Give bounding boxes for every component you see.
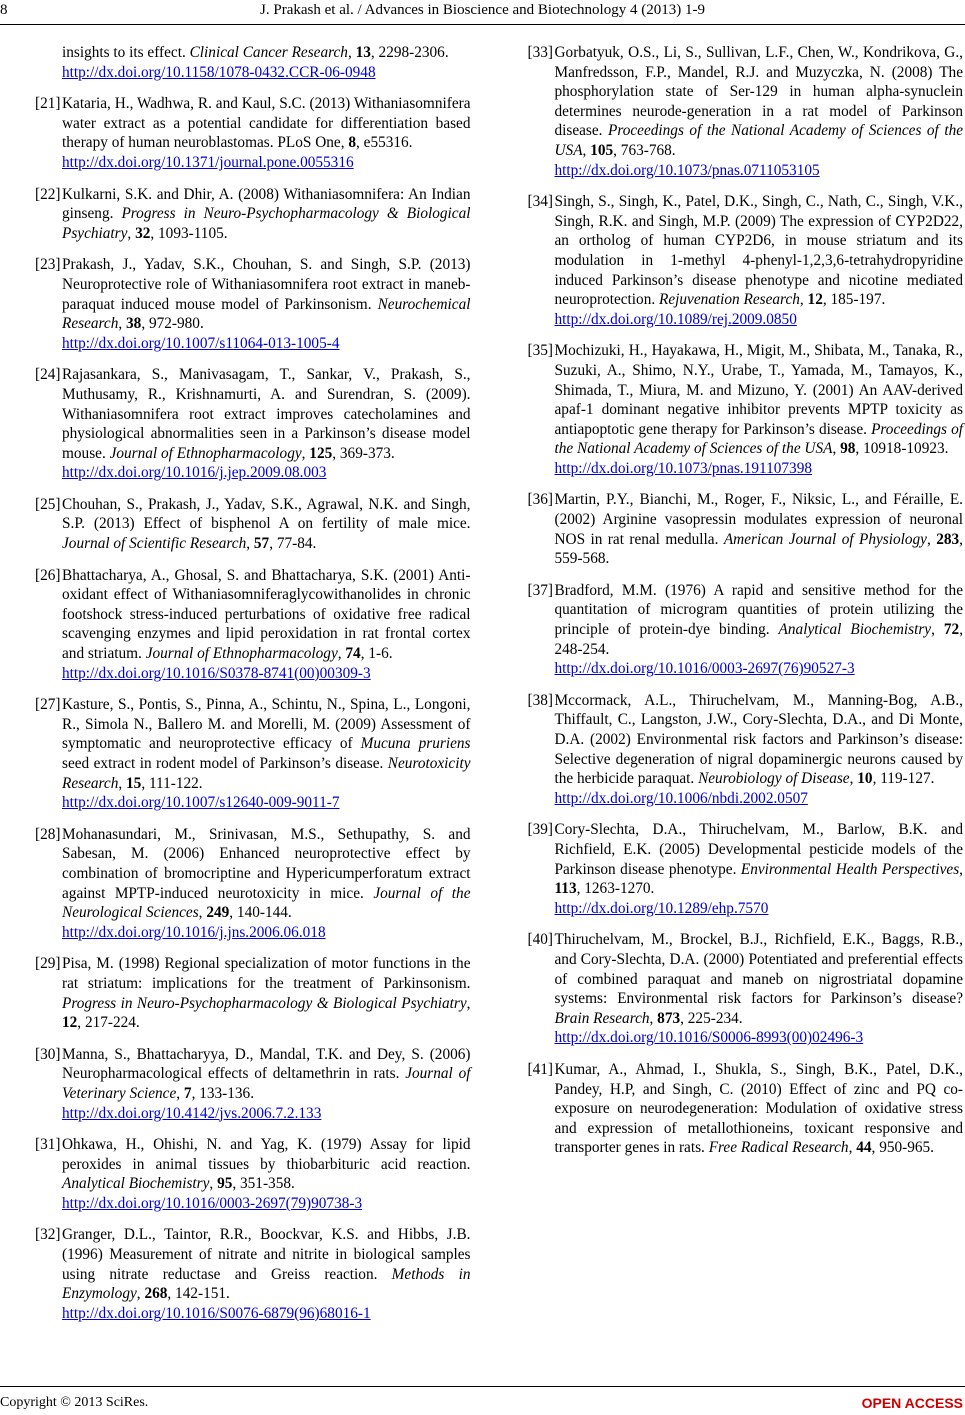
reference-number: [29] <box>35 955 61 973</box>
reference-item <box>35 94 471 172</box>
reference-item <box>528 691 964 809</box>
reference-item <box>35 495 471 554</box>
page-header <box>0 0 965 25</box>
reference-number: [26] <box>35 566 61 584</box>
reference-journal: Progress in Neuro-Psychopharmacology & Biological Psychiatry <box>62 994 467 1012</box>
reference-text: , 1-6. <box>360 645 393 663</box>
reference-number: [27] <box>35 696 61 714</box>
reference-text: Martin, P.Y., Bianchi, M., Roger, F., Niksic, L., and Féraille, E. (2002) Arginine vasopressin modulates expression of neuronal NOS in rat renal medulla. <box>554 491 963 548</box>
doi-link[interactable]: http://dx.doi.org/10.1016/S0006-8993(00)02496-3 <box>554 1029 864 1047</box>
reference-item <box>35 255 471 353</box>
doi-link[interactable]: http://dx.doi.org/10.1089/rej.2009.0850 <box>554 310 797 328</box>
reference-journal: Journal of Scientific Research <box>62 535 247 553</box>
reference-text: Prakash, J., Yadav, S.K., Chouhan, S. and Singh, S.P. (2013) Neuroprotective role of Withaniasomnifera root extract in maneb-paraquat induced mouse model of Parkinsonism. <box>62 256 471 313</box>
reference-text: , 140-144. <box>229 904 292 922</box>
reference-number: [23] <box>35 256 61 274</box>
reference-text: , 133-136. <box>191 1084 255 1102</box>
reference-journal: Journal of Veterinary Science <box>62 1065 471 1102</box>
reference-number: [36] <box>527 491 553 509</box>
reference-journal: Methods in Enzymology <box>62 1265 471 1303</box>
reference-text: Gorbatyuk, O.S., Li, S., Sullivan, L.F., Chen, W., Kondrikova, G., Manfredsson, F.P., Mandel, R.J. and Muzyczka, N. (2008) The phosphorylation state of Ser-129 in human alpha-synuclein determines neurode-generation in a rat model of Parkinson disease. <box>554 44 963 140</box>
reference-number: [24] <box>35 366 61 384</box>
reference-volume: 72 <box>943 621 960 639</box>
reference-text: , <box>301 444 310 462</box>
reference-journal: Neurotoxicity Research <box>62 755 471 792</box>
reference-text: Thiruchelvam, M., Brockel, B.J., Richfield, E.K., Baggs, R.B., and Cory-Slechta, D.A. (2000) Potentiated and preferential effects of combined paraquat and maneb on nigrostriatal dopamine systems: Environmental risk factors for Parkinson’s disease? <box>554 931 963 1008</box>
reference-text: , 369-373. <box>332 444 395 462</box>
reference-text: , <box>118 315 127 333</box>
reference-text: , <box>799 291 808 309</box>
reference-text: Kumar, A., Ahmad, I., Shukla, S., Singh, B.K., Patel, D.K., Pandey, H.P, and Singh, C. (2010) Effect of zinc and PQ co-exposure on neurodegeneration: Modulation of oxidative stress and expression of metallothioneins, toxicant responsive and transporter genes in rats. <box>554 1060 963 1157</box>
reference-number: [33] <box>527 44 553 61</box>
reference-number: [28] <box>35 825 61 843</box>
reference-item <box>528 192 964 329</box>
reference-text: Manna, S., Bhattacharyya, D., Mandal, T.K. and Dey, S. (2006) Neuropharmacological effects of deltamethrin in rats. <box>62 1045 471 1083</box>
reference-journal: Rejuvenation Research <box>659 291 800 309</box>
reference-journal: Analytical Biochemistry <box>62 1175 210 1193</box>
reference-journal: Journal of Ethnopharmacology <box>109 444 302 462</box>
reference-volume: 105 <box>590 141 614 159</box>
reference-text: Mochizuki, H., Hayakawa, H., Migit, M., Shibata, M., Tanaka, R., Suzuki, A., Shimo, N.Y., Urabe, T., Yamada, M., Tamayos, K., Shimada, T., Miura, M. and Mizuno, Y. (2001) An AAV-derived apaf-1 dominant negative inhibitor prevents MPTP toxicity as antiapoptotic gene therapy for Parkinson’s disease. <box>554 342 963 438</box>
doi-link[interactable]: http://dx.doi.org/10.1016/j.jns.2006.06.018 <box>62 923 326 941</box>
reference-volume: 57 <box>253 535 270 553</box>
reference-item <box>528 1060 964 1158</box>
reference-text: Cory-Slechta, D.A., Thiruchelvam, M., Barlow, B.K. and Richfield, E.K. (2005) Developmental pesticide models of the Parkinson disease phenotype. <box>554 821 963 878</box>
reference-number: [41] <box>527 1060 553 1078</box>
reference-number: [31] <box>35 1136 61 1154</box>
reference-number: [30] <box>35 1045 61 1063</box>
doi-link[interactable]: http://dx.doi.org/10.1007/s11064-013-1005-4 <box>62 334 340 352</box>
reference-text: , <box>959 860 963 878</box>
reference-volume: 873 <box>657 1009 681 1027</box>
reference-text: , <box>931 621 944 639</box>
reference-text: , 248-254. <box>554 621 964 658</box>
reference-text: , 217-224. <box>77 1014 140 1032</box>
reference-text: , <box>347 44 356 61</box>
reference-journal: Progress in Neuro-Psychopharmacology & Biological Psychiatry <box>62 205 471 242</box>
reference-item <box>528 341 964 478</box>
reference-text: , <box>198 904 207 922</box>
reference-item <box>35 1045 471 1123</box>
reference-text: Bradford, M.M. (1976) A rapid and sensitive method for the quantitation of microgram quantities of protein utilizing the principle of protein-dye binding. <box>554 581 963 639</box>
doi-link[interactable]: http://dx.doi.org/10.1073/pnas.191107398 <box>554 459 812 477</box>
reference-item <box>35 566 471 684</box>
reference-item <box>528 43 964 180</box>
reference-journal: Brain Research <box>554 1009 650 1027</box>
reference-text: Mohanasundari, M., Srinivasan, M.S., Sethupathy, S. and Sabesan, M. (2006) Enhanced neuroprotective effect by combination of bromocriptine and Hypericumperforatum extract against MPTP-induced neurotoxicity in mice. <box>62 825 471 902</box>
reference-number: [40] <box>527 931 553 949</box>
reference-text: , <box>848 1139 857 1157</box>
reference-journal: Neurobiology of Disease <box>698 770 850 788</box>
reference-volume: 74 <box>345 645 361 663</box>
reference-text: , 1093-1105. <box>150 224 228 242</box>
reference-text: Kataria, H., Wadhwa, R. and Kaul, S.C. (2013) Withaniasomnifera water extract as a potential candidate for differentiation based therapy of human neuroblastomas. PLoS One, <box>62 95 471 152</box>
reference-volume: 8 <box>348 134 356 152</box>
reference-text: , <box>209 1175 218 1193</box>
reference-list <box>35 43 963 1373</box>
reference-journal: Proceedings of the National Academy of Sciences of the USA <box>554 122 964 159</box>
doi-link[interactable]: http://dx.doi.org/10.1016/j.jep.2009.08.003 <box>62 464 327 482</box>
reference-item <box>528 581 964 679</box>
copyright-notice: Copyright © 2013 SciRes. <box>0 1395 149 1410</box>
reference-volume: 283 <box>936 530 960 548</box>
reference-text: , <box>337 645 346 663</box>
reference-text: , <box>582 141 591 159</box>
reference-text: Ohkawa, H., Ohishi, N. and Yag, K. (1979) Assay for lipid peroxides in animal tissues by thiobarbituric acid reaction. <box>62 1136 471 1173</box>
doi-link[interactable]: http://dx.doi.org/10.4142/jvs.2006.7.2.133 <box>62 1104 322 1122</box>
open-access-label: OPEN ACCESS <box>861 1395 963 1411</box>
reference-volume: 32 <box>135 224 151 242</box>
reference-text: , <box>176 1084 184 1102</box>
reference-text: Bhattacharya, A., Ghosal, S. and Bhattacharya, S.K. (2001) Anti-oxidant effect of Withaniasomniferaglycowithanolides in chronic footshock stress-induced perturbations of oxidative free radical scavenging enzymes and lipid peroxidation in rat frontal cortex and striatum. <box>62 566 471 663</box>
reference-text: , <box>118 774 127 792</box>
reference-text: , 119-127. <box>872 770 935 788</box>
reference-text: Chouhan, S., Prakash, J., Yadav, S.K., Agrawal, N.K. and Singh, S.P. (2013) Effect of bisphenol A on fertility of male mice. <box>62 495 471 533</box>
doi-link[interactable]: http://dx.doi.org/10.1016/0003-2697(79)90738-3 <box>62 1194 363 1212</box>
reference-journal: Proceedings of the National Academy of Sciences of the USA <box>554 420 963 458</box>
reference-number: [32] <box>35 1226 61 1244</box>
reference-journal: American Journal of Physiology <box>723 530 927 548</box>
reference-item <box>35 695 471 813</box>
reference-text: , 77-84. <box>269 535 317 553</box>
reference-volume: 44 <box>856 1139 872 1157</box>
reference-text: Rajasankara, S., Manivasagam, T., Sankar, V., Prakash, S., Muthusamy, R., Krishnamurti, A. and Surendran, S. (2009). Withaniasomnifera root extract improves catecholamines and physiological abnormalities seen in a Parkinson’s disease model mouse. <box>62 366 471 462</box>
reference-text: , <box>832 440 841 458</box>
reference-text: Granger, D.L., Taintor, R.R., Boockvar, K.S. and Hibbs, J.B. (1996) Measurement of nitrate and nitrite in biological samples using nitrate reductase and Greiss reaction. <box>62 1226 471 1283</box>
reference-item <box>528 930 964 1048</box>
reference-item <box>528 490 964 568</box>
reference-text: , 351-358. <box>232 1175 295 1193</box>
reference-item <box>35 825 471 943</box>
reference-journal: Environmental Health Perspectives <box>740 860 960 878</box>
reference-text: Singh, S., Singh, K., Patel, D.K., Singh, C., Nath, C., Singh, V.K., Singh, R.K. and Singh, M.P. (2009) The expression of CYP2D22, an ortholog of human CYP2D6, in mouse striatum and its modulation in 1-methyl 4-phenyl-1,2,3,6-tetrahydropyridine induced Parkinson’s disease phenotype and nicotine mediated neuroprotection. <box>554 193 963 309</box>
reference-text: Kulkarni, S.K. and Dhir, A. (2008) Withaniasomnifera: An Indian ginseng. <box>62 185 471 223</box>
reference-volume: 98 <box>840 440 856 458</box>
reference-text: , 763-768. <box>613 141 676 159</box>
reference-text: , 185-197. <box>822 291 886 309</box>
running-title: J. Prakash et al. / Advances in Bioscience and Biotechnology 4 (2013) 1-9 <box>260 2 705 18</box>
reference-text: insights to its effect. <box>62 44 190 61</box>
reference-text: seed extract in rodent model of Parkinson’s disease. <box>62 755 388 772</box>
reference-item <box>35 185 471 244</box>
reference-text: , 1263-1270. <box>576 880 655 898</box>
reference-item <box>35 1225 471 1323</box>
doi-link[interactable]: http://dx.doi.org/10.1007/s12640-009-9011-7 <box>62 794 340 812</box>
doi-link[interactable]: http://dx.doi.org/10.1016/S0076-6879(96)68016-1 <box>62 1304 371 1322</box>
reference-text: , <box>649 1009 658 1027</box>
reference-item <box>35 365 471 483</box>
reference-text: , e55316. <box>356 134 413 152</box>
reference-text: , 111-122. <box>141 774 203 792</box>
reference-volume: 13 <box>355 44 371 61</box>
doi-link[interactable]: http://dx.doi.org/10.1016/0003-2697(76)90527-3 <box>554 660 855 678</box>
reference-volume: 125 <box>309 444 333 462</box>
reference-number: [34] <box>527 193 553 211</box>
reference-number: [21] <box>35 95 61 113</box>
reference-text: , <box>246 535 254 553</box>
reference-volume: 10 <box>857 770 873 788</box>
reference-volume: 15 <box>126 774 142 792</box>
reference-journal: Neurochemical Research <box>62 295 471 333</box>
doi-link[interactable]: http://dx.doi.org/10.1158/1078-0432.CCR-06-0948 <box>62 63 376 81</box>
reference-number: [39] <box>527 821 553 839</box>
reference-journal: Clinical Cancer Research <box>189 44 348 61</box>
reference-text: , 10918-10923. <box>855 440 949 458</box>
reference-text: , <box>926 530 937 548</box>
reference-text: , <box>849 770 858 788</box>
reference-number: [22] <box>35 185 61 203</box>
reference-text: , <box>466 994 471 1012</box>
reference-item <box>528 820 964 918</box>
reference-volume: 268 <box>144 1285 168 1303</box>
reference-volume: 7 <box>183 1084 192 1102</box>
reference-text: , 2298-2306. <box>370 44 449 61</box>
doi-link[interactable]: http://dx.doi.org/10.1073/pnas.0711053105 <box>554 161 820 179</box>
reference-text: , <box>127 224 136 242</box>
reference-journal: Free Radical Research <box>708 1139 849 1157</box>
reference-text: , 972-980. <box>141 315 204 333</box>
reference-journal: Analytical Biochemistry <box>778 621 932 639</box>
reference-item <box>35 1135 471 1213</box>
reference-number: [37] <box>527 581 553 599</box>
reference-volume: 95 <box>217 1175 233 1193</box>
reference-number: [35] <box>527 342 553 360</box>
reference-text: Mccormack, A.L., Thiruchelvam, M., Manning-Bog, A.B., Thiffault, C., Langston, J.W., Cory-Slechta, D.A., and Di Monte, D.A. (2002) Environmental risk factors and Parkinson’s disease: Selective degeneration of nigral dopaminergic neurons caused by the herbicide paraquat. <box>554 691 963 788</box>
reference-text: , 950-965. <box>871 1139 935 1157</box>
reference-text: , <box>136 1285 145 1303</box>
reference-text: , 559-568. <box>554 530 963 568</box>
page-number: 8 <box>0 2 8 18</box>
doi-link[interactable]: http://dx.doi.org/10.1006/nbdi.2002.0507 <box>554 789 808 807</box>
reference-text: Pisa, M. (1998) Regional specialization of motor functions in the rat striatum: implications for the treatment of Parkinsonism. <box>62 955 471 992</box>
reference-text: Kasture, S., Pontis, S., Pinna, A., Schintu, N., Spina, L., Longoni, R., Simola N., Ballero M. and Morelli, M. (2009) Assessment of symptomatic and neuroprotective efficacy of <box>62 696 471 753</box>
reference-journal: Journal of the Neurological Sciences <box>62 884 471 922</box>
reference-text: , 225-234. <box>680 1009 743 1027</box>
reference-item <box>35 43 471 82</box>
reference-item <box>35 954 471 1032</box>
reference-journal: Journal of Ethnopharmacology <box>145 645 338 663</box>
reference-text: , 142-151. <box>167 1285 230 1303</box>
reference-number: [38] <box>527 691 553 709</box>
reference-volume: 12 <box>62 1014 78 1032</box>
reference-volume: 249 <box>206 904 230 922</box>
reference-volume: 113 <box>554 880 577 898</box>
doi-link[interactable]: http://dx.doi.org/10.1371/journal.pone.0055316 <box>62 153 354 171</box>
page-footer <box>0 1386 965 1415</box>
reference-journal: Mucuna pruriens <box>360 735 471 753</box>
doi-link[interactable]: http://dx.doi.org/10.1016/S0378-8741(00)00309-3 <box>62 664 371 682</box>
reference-volume: 12 <box>807 291 823 309</box>
reference-number: [25] <box>35 495 61 513</box>
reference-volume: 38 <box>126 315 142 333</box>
doi-link[interactable]: http://dx.doi.org/10.1289/ehp.7570 <box>554 899 769 917</box>
